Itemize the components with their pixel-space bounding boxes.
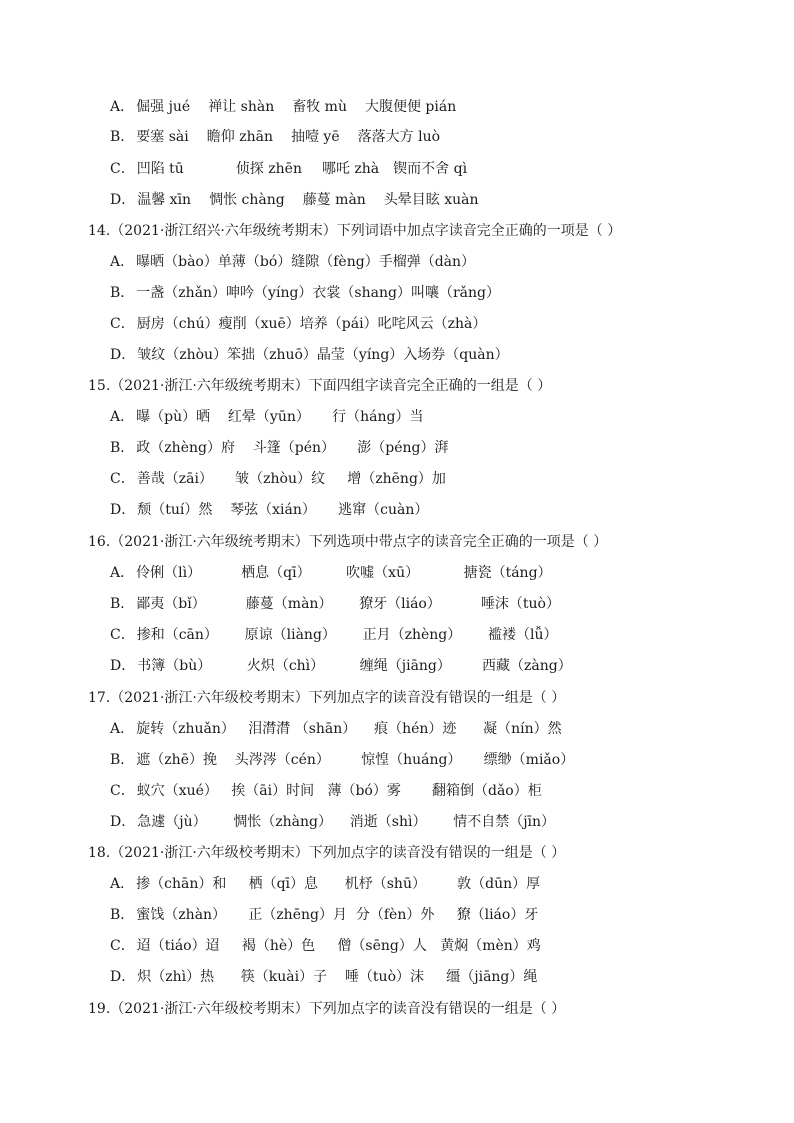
option-letter: A．	[110, 254, 135, 270]
option-text: 皱纹（zhòu）笨拙（zhuō）晶莹（yíng）入场券（quàn）	[137, 347, 509, 363]
option-line	[110, 125, 794, 149]
question-text: 19.（2021·浙江·六年级校考期末）下列加点字的读音没有错误的一组是（ ）	[88, 1001, 566, 1017]
option-letter: B．	[110, 752, 135, 768]
question-line	[88, 686, 794, 710]
option-word: 哪吒 zhà	[321, 161, 380, 177]
option-letter: B．	[110, 907, 135, 923]
option-text: 急遽（jù） 惆怅（zhàng） 消逝（shì） 情不自禁（jīn）	[137, 814, 556, 830]
option-line	[110, 779, 794, 803]
option-text: 遮（zhē）挽 头涔涔（cén） 惊惶（huáng） 缥缈（miǎo）	[136, 752, 575, 768]
option-text: 曝晒（bào）单薄（bó）缝隙（fèng）手榴弹（dàn）	[136, 254, 476, 270]
option-line	[110, 872, 794, 896]
option-text: 掺（chān）和 栖（qī）息 机杼（shū） 敦（dūn）厚	[136, 876, 541, 892]
option-word: 落落大方 luò	[357, 129, 441, 145]
option-letter: D．	[110, 658, 136, 674]
option-word: 瞻仰 zhān	[206, 129, 273, 145]
option-word: 藤蔓 màn	[302, 192, 366, 208]
option-letter: C．	[110, 783, 135, 799]
option-line	[110, 436, 794, 460]
option-letter: D．	[110, 814, 136, 830]
option-letter: D．	[110, 192, 136, 208]
option-line	[110, 343, 794, 367]
option-line	[110, 623, 794, 647]
option-text: 厨房（chú）瘦削（xuē）培养（pái）叱咤风云（zhà）	[136, 316, 487, 332]
option-letter: A．	[110, 99, 135, 115]
question-line	[88, 219, 794, 243]
option-letter: C．	[110, 938, 135, 954]
option-text: 善哉（zāi） 皱（zhòu）纹 增（zhēng）加	[136, 471, 446, 487]
option-line	[110, 934, 794, 958]
option-word: 要塞 sài	[136, 129, 189, 145]
option-word: 惆怅 chàng	[209, 192, 285, 208]
option-line	[110, 903, 794, 927]
question-text: 17.（2021·浙江·六年级校考期末）下列加点字的读音没有错误的一组是（ ）	[88, 690, 566, 706]
option-line	[110, 810, 794, 834]
option-word: 侦探 zhēn	[235, 161, 302, 177]
option-text: 政（zhèng）府 斗篷（pén） 澎（péng）湃	[136, 440, 449, 456]
question-line	[88, 997, 794, 1021]
option-word: 凹陷 tū	[136, 161, 184, 177]
question-line	[88, 374, 794, 398]
question-text: 14.（2021·浙江绍兴·六年级统考期末）下列词语中加点字读音完全正确的一项是（ ）	[88, 223, 622, 239]
option-letter: D．	[110, 502, 136, 518]
option-letter: A．	[110, 876, 135, 892]
option-line	[110, 312, 794, 336]
option-word: 抽噎 yē	[290, 129, 340, 145]
option-letter: D．	[110, 347, 136, 363]
option-text: 蚁穴（xué） 挨（āi）时间 薄（bó）雾 翻箱倒（dǎo）柜	[136, 783, 542, 799]
option-letter: B．	[110, 440, 135, 456]
option-word: 倔强 jué	[136, 99, 191, 115]
option-letter: B．	[110, 285, 135, 301]
option-line	[110, 498, 794, 522]
option-line	[110, 281, 794, 305]
option-line	[110, 95, 794, 119]
option-line	[110, 592, 794, 616]
option-text: 蜜饯（zhàn） 正（zhēng）月 分（fèn）外 獠（liáo）牙	[136, 907, 539, 923]
option-word: 禅让 shàn	[208, 99, 275, 115]
option-text: 曝（pù）晒 红晕（yūn） 行（háng）当	[136, 409, 424, 425]
option-letter: C．	[110, 471, 135, 487]
question-text: 15.（2021·浙江·六年级统考期末）下面四组字读音完全正确的一组是（ ）	[88, 378, 552, 394]
option-text: 一盏（zhǎn）呻吟（yíng）衣裳（shang）叫嚷（rǎng）	[136, 285, 500, 301]
option-text: 伶俐（lì） 栖息（qī） 吹嘘（xū） 搪瓷（táng）	[136, 565, 552, 581]
option-line	[110, 654, 794, 678]
option-line	[110, 748, 794, 772]
option-letter: C．	[110, 161, 135, 177]
option-text: 迢（tiáo）迢 褐（hè）色 僧（sēng）人 黄焖（mèn）鸡	[136, 938, 541, 954]
option-letter: B．	[110, 129, 135, 145]
option-text: 炽（zhì）热 筷（kuài）子 唾（tuò）沫 缰（jiāng）绳	[137, 969, 538, 985]
option-line	[110, 467, 794, 491]
option-line	[110, 250, 794, 274]
option-text: 鄙夷（bǐ） 藤蔓（màn） 獠牙（liáo） 唾沫（tuò）	[136, 596, 560, 612]
option-text: 掺和（cān） 原谅（liàng） 正月（zhèng） 褴褛（lǚ）	[136, 627, 558, 643]
option-letter: A．	[110, 565, 135, 581]
option-line	[110, 965, 794, 989]
option-letter: B．	[110, 596, 135, 612]
question-text: 18.（2021·浙江·六年级校考期末）下列加点字的读音没有错误的一组是（ ）	[88, 845, 566, 861]
option-letter: C．	[110, 627, 135, 643]
option-letter: D．	[110, 969, 136, 985]
option-line	[110, 717, 794, 741]
option-line	[110, 188, 794, 212]
option-word: 温馨 xīn	[137, 192, 192, 208]
option-line	[110, 561, 794, 585]
option-text: 旋转（zhuǎn） 泪潸潸 （shān） 痕（hén）迹 凝（nín）然	[136, 721, 562, 737]
option-line	[110, 157, 794, 181]
option-word: 锲而不舍 qì	[393, 161, 468, 177]
option-line	[110, 405, 794, 429]
option-word: 头晕目眩 xuàn	[383, 192, 479, 208]
option-text: 颓（tuí）然 琴弦（xián） 逃窜（cuàn）	[137, 502, 429, 518]
option-text: 书簿（bù） 火炽（chì） 缠绳（jiāng） 西藏（zàng）	[137, 658, 572, 674]
option-letter: A．	[110, 409, 135, 425]
option-word: 畜牧 mù	[292, 99, 347, 115]
option-word: 大腹便便 pián	[364, 99, 457, 115]
question-text: 16.（2021·浙江·六年级统考期末）下列选项中带点字的读音完全正确的一项是（ ）	[88, 534, 608, 550]
option-letter: A．	[110, 721, 135, 737]
question-line	[88, 530, 794, 554]
question-line	[88, 841, 794, 865]
option-letter: C．	[110, 316, 135, 332]
